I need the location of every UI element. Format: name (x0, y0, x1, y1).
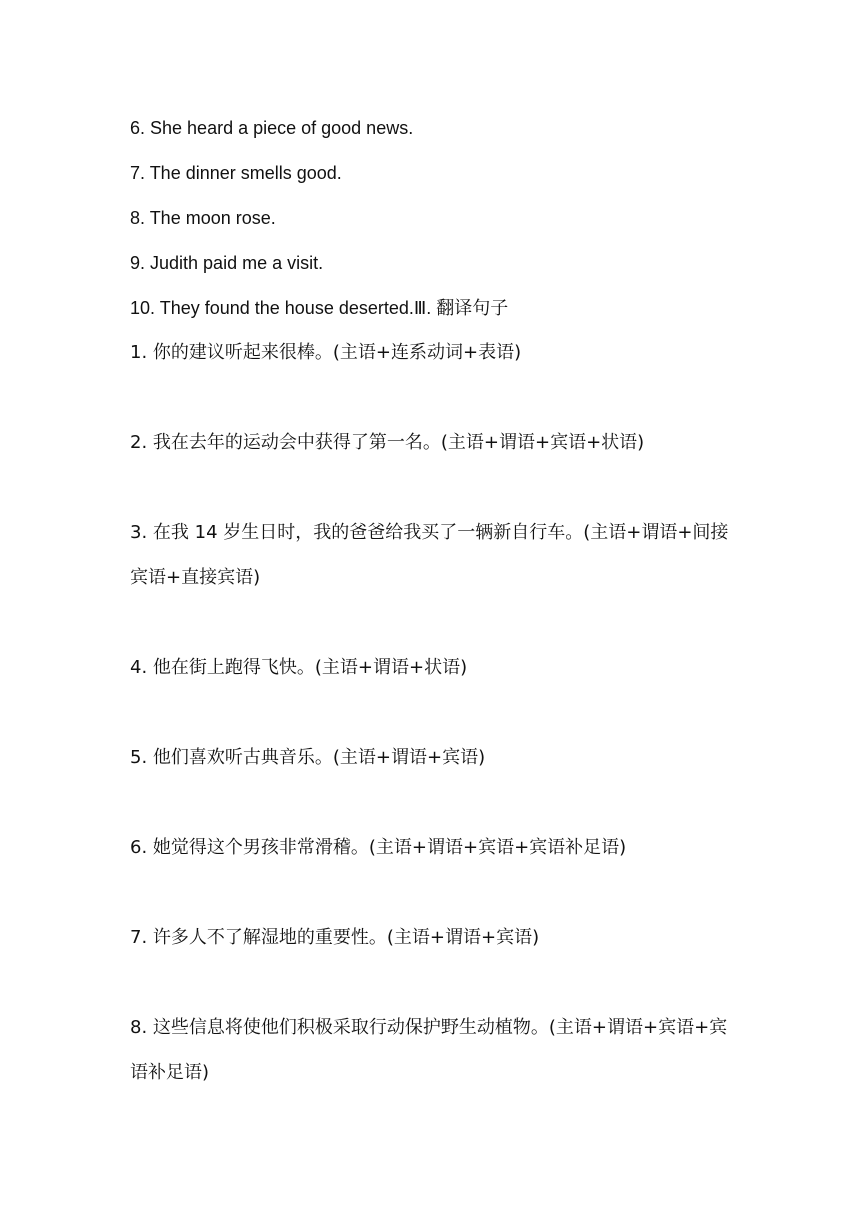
sentence-6: 6. She heard a piece of good news. (130, 118, 414, 138)
translation-item-6: 6. 她觉得这个男孩非常滑稽。(主语+谓语+宾语+宾语补足语) (130, 837, 627, 858)
translation-item-5: 5. 他们喜欢听古典音乐。(主语+谓语+宾语) (130, 747, 486, 768)
sentence-9: 9. Judith paid me a visit. (130, 253, 324, 273)
sentence-8: 8. The moon rose. (130, 208, 276, 228)
translation-item-1: 1. 你的建议听起来很棒。(主语+连系动词+表语) (130, 342, 522, 363)
translation-item-4: 4. 他在街上跑得飞快。(主语+谓语+状语) (130, 657, 468, 678)
translation-item-3: 3. 在我 14 岁生日时，我的爸爸给我买了一辆新自行车。(主语+谓语+间接宾语+直接宾语) (130, 522, 729, 588)
translation-item-8: 8. 这些信息将使他们积极采取行动保护野生动植物。(主语+谓语+宾语+宾语补足语) (130, 1017, 728, 1083)
sentence-10-and-section-heading: 10. They found the house deserted.Ⅲ. 翻译句子 (130, 298, 509, 318)
translation-item-2: 2. 我在去年的运动会中获得了第一名。(主语+谓语+宾语+状语) (130, 432, 645, 453)
translation-item-7: 7. 许多人不了解湿地的重要性。(主语+谓语+宾语) (130, 927, 540, 948)
sentence-7: 7. The dinner smells good. (130, 163, 342, 183)
